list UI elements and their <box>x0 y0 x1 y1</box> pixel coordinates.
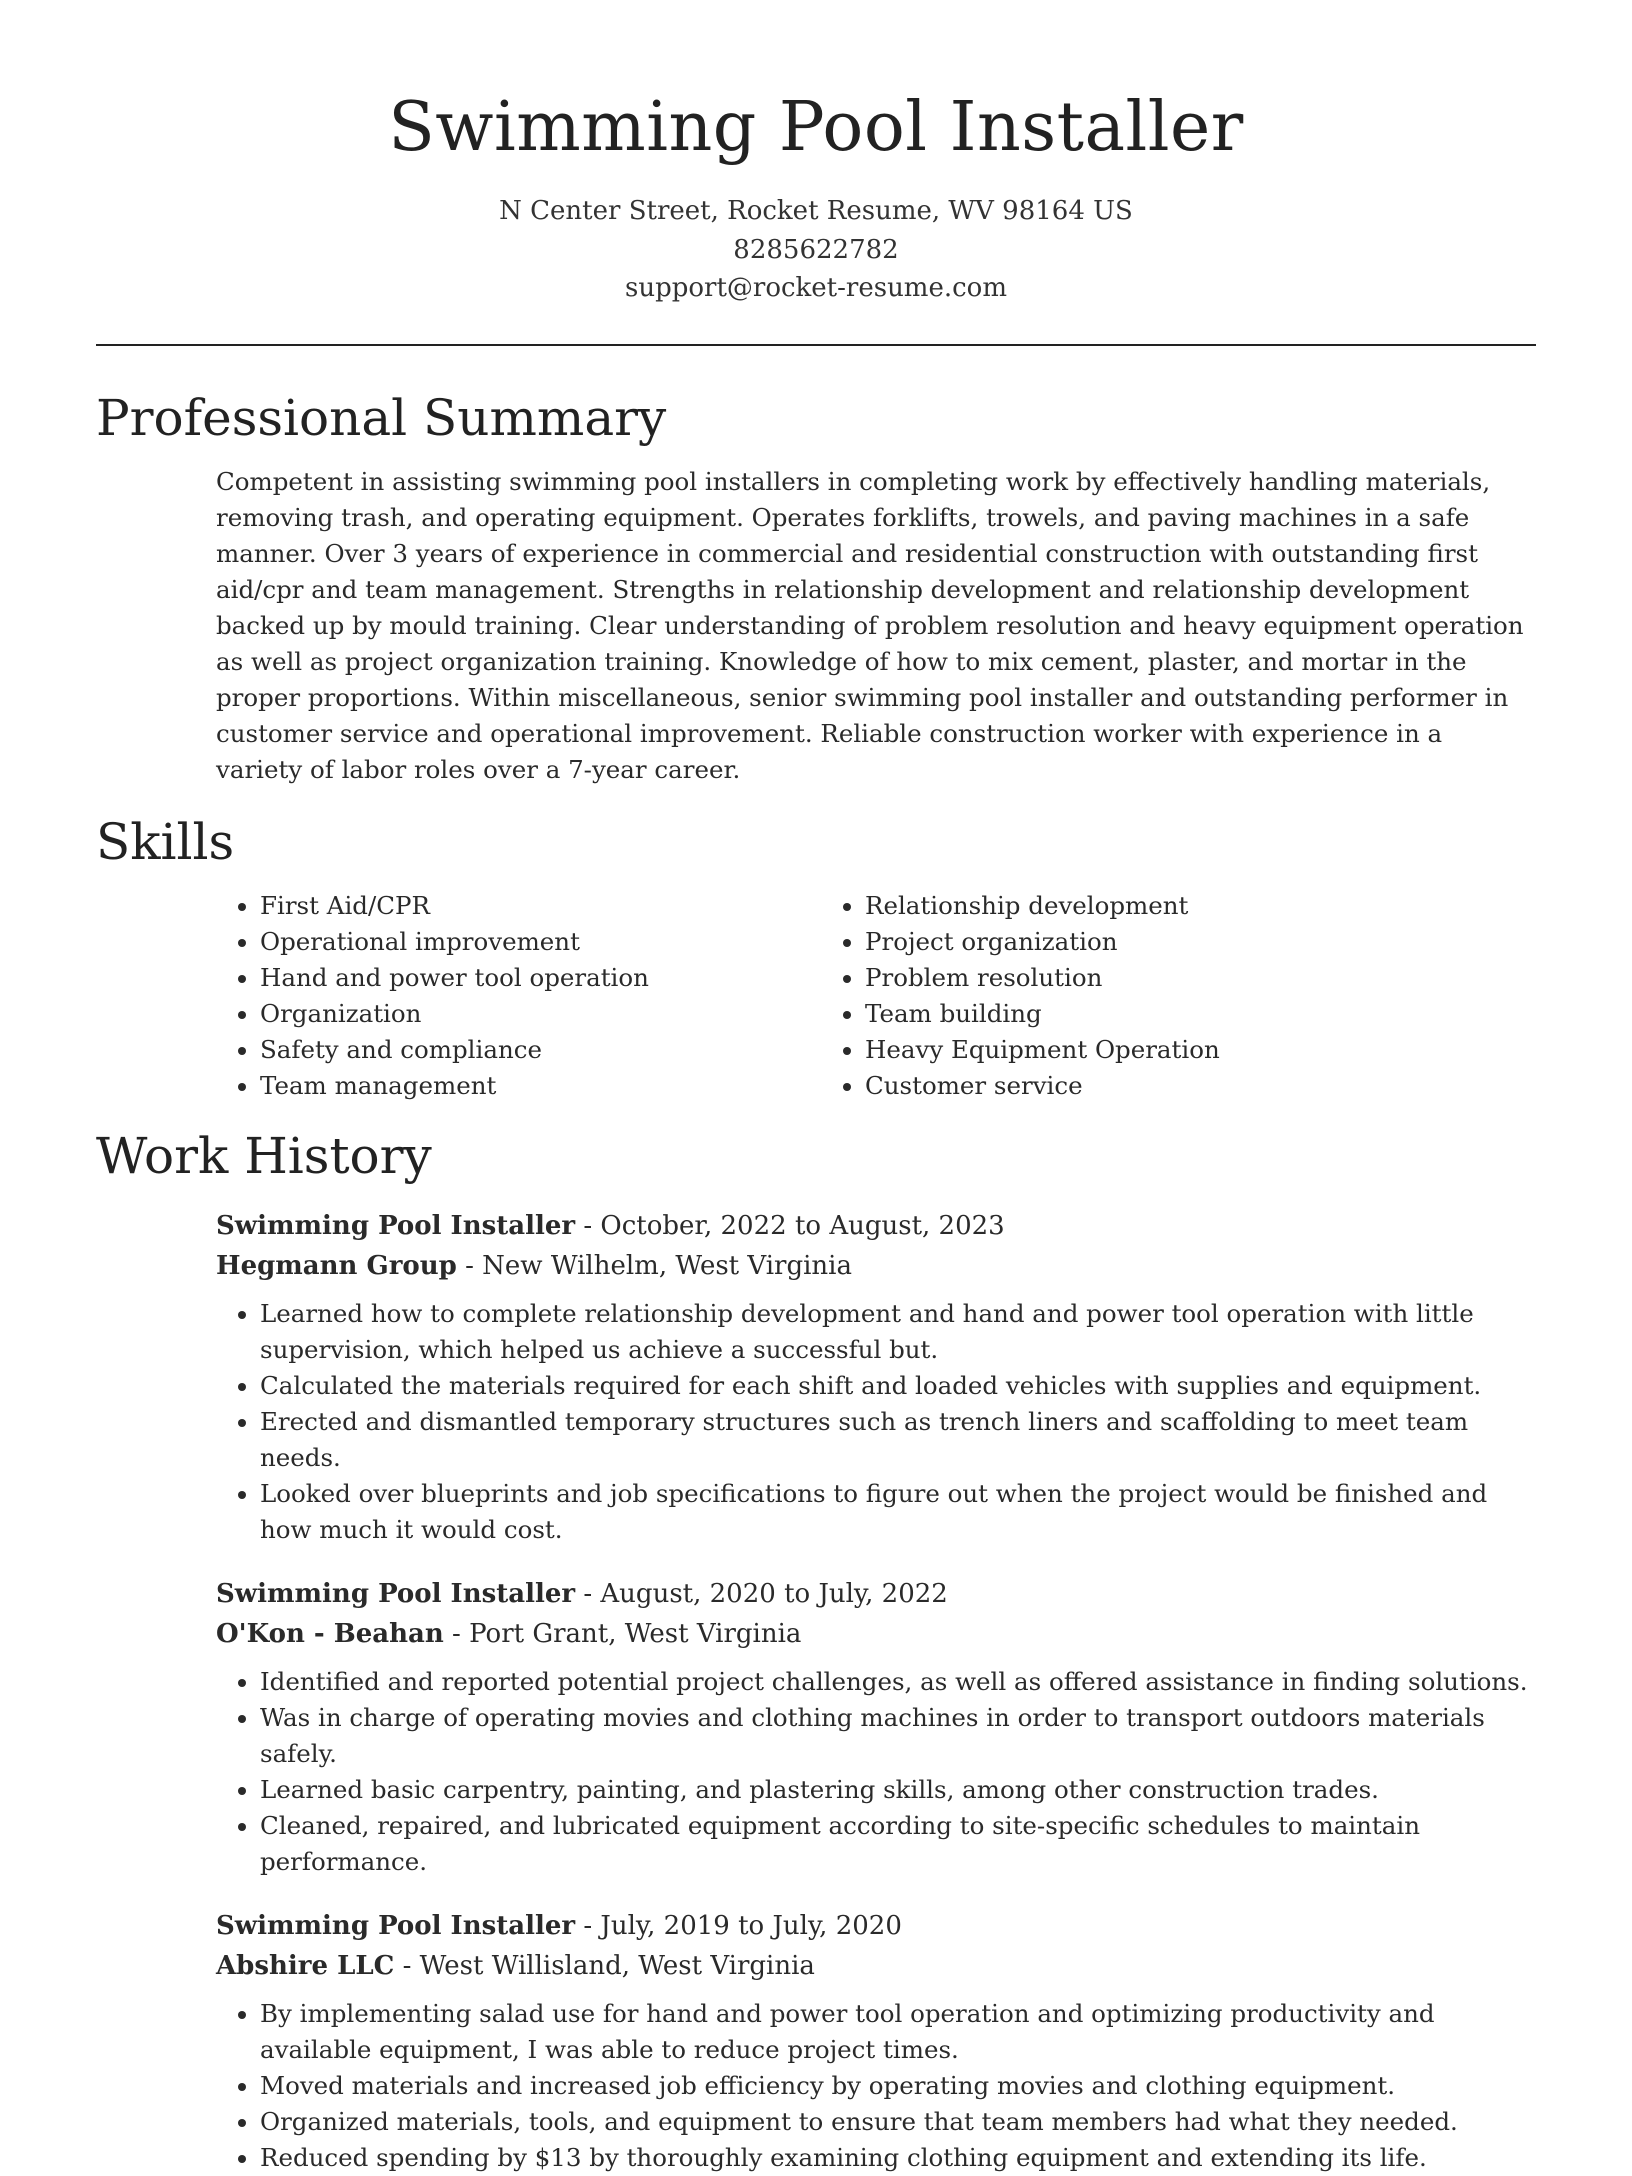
job-company-line <box>216 1246 1536 1286</box>
resume-header <box>96 0 1536 308</box>
skill-item: • Safety and compliance <box>260 1032 821 1068</box>
job-bullet: • Identified and reported potential project challenges, as well as offered assistance in finding solutions. <box>260 1664 1536 1700</box>
skill-item: • Customer service <box>865 1068 1536 1104</box>
skill-item: • Team management <box>260 1068 821 1104</box>
job-location: - Port Grant, West Virginia <box>443 1618 802 1649</box>
job-dates: - July, 2019 to July, 2020 <box>575 1910 902 1941</box>
candidate-title: Swimming Pool Installer <box>388 88 1244 167</box>
skill-item: • Problem resolution <box>865 960 1536 996</box>
address: N Center Street, Rocket Resume, WV 98164 US <box>499 196 1133 226</box>
skill-item: • Hand and power tool operation <box>260 960 821 996</box>
job-bullets <box>216 1996 1536 2176</box>
skill-item: • Project organization <box>865 924 1536 960</box>
job-bullet: • Reduced spending by $13 by thoroughly examining clothing equipment and extending its life. <box>260 2140 1536 2176</box>
job-entry <box>216 1206 1536 1548</box>
email: support@rocket-resume.com <box>624 273 1007 303</box>
section-title-skills: Skills <box>96 812 235 871</box>
skill-item: • Operational improvement <box>260 924 821 960</box>
skill-item: • Heavy Equipment Operation <box>865 1032 1536 1068</box>
job-bullet: • Looked over blueprints and job specifications to figure out when the project would be finished and how much it would cost. <box>260 1476 1536 1548</box>
job-bullets <box>216 1296 1536 1548</box>
summary-text: Competent in assisting swimming pool installers in completing work by effectively handling materials, removing trash, and operating equipment. Operates forklifts, trowels, and paving machines in a safe manner. Over 3 years of experience in commercial and residential construction with outstanding first aid/cpr and team management. Strengths in relationship development and relationship development backed up by mould training. Clear understanding of problem resolution and heavy equipment operation as well as project organization training. Knowledge of how to mix cement, plaster, and mortar in the proper proportions. Within miscellaneous, senior swimming pool installer and outstanding performer in customer service and operational improvement. Reliable construction worker with experience in a variety of labor roles over a 7-year career. <box>216 466 1524 784</box>
job-location: - New Wilhelm, West Virginia <box>456 1250 852 1281</box>
job-company: Abshire LLC <box>216 1950 395 1981</box>
job-role: Swimming Pool Installer <box>216 1910 576 1941</box>
job-title-line <box>216 1906 1536 1946</box>
job-company-line <box>216 1614 1536 1654</box>
skills-section <box>96 810 1536 1104</box>
header-divider <box>96 344 1536 346</box>
skill-item: • Organization <box>260 996 821 1032</box>
job-bullet: • Learned basic carpentry, painting, and plastering skills, among other construction trades. <box>260 1772 1536 1808</box>
skill-item: • Team building <box>865 996 1536 1032</box>
job-dates: - August, 2020 to July, 2022 <box>575 1578 948 1609</box>
job-company: Hegmann Group <box>216 1250 457 1281</box>
job-bullet: • Organized materials, tools, and equipment to ensure that team members had what they needed. <box>260 2104 1536 2140</box>
job-bullet: • Learned how to complete relationship development and hand and power tool operation with little supervision, which helped us achieve a successful but. <box>260 1296 1536 1368</box>
skill-item: • Relationship development <box>865 888 1536 924</box>
skills-grid <box>216 888 1536 1104</box>
job-bullet: • By implementing salad use for hand and power tool operation and optimizing productivity and available equipment, I was able to reduce project times. <box>260 1996 1536 2068</box>
job-role: Swimming Pool Installer <box>216 1578 576 1609</box>
skills-column-right <box>821 888 1536 1104</box>
section-title-work: Work History <box>96 1126 432 1185</box>
job-bullet: • Calculated the materials required for each shift and loaded vehicles with supplies and equipment. <box>260 1368 1536 1404</box>
job-location: - West Willisland, West Virginia <box>394 1950 815 1981</box>
job-bullet: • Was in charge of operating movies and clothing machines in order to transport outdoors materials safely. <box>260 1700 1536 1772</box>
job-bullet: • Cleaned, repaired, and lubricated equipment according to site-specific schedules to maintain performance. <box>260 1808 1536 1880</box>
phone: 8285622782 <box>733 234 899 265</box>
job-entry <box>216 1906 1536 2176</box>
contact-info <box>96 192 1536 308</box>
skill-item: • First Aid/CPR <box>260 888 821 924</box>
job-title-line <box>216 1574 1536 1614</box>
work-history-section <box>96 1124 1536 2176</box>
job-company: O'Kon - Beahan <box>216 1618 444 1649</box>
section-title-summary: Professional Summary <box>96 388 667 447</box>
job-bullets <box>216 1664 1536 1880</box>
job-company-line <box>216 1946 1536 1986</box>
job-role: Swimming Pool Installer <box>216 1210 576 1241</box>
job-title-line <box>216 1206 1536 1246</box>
skills-column-left <box>216 888 821 1104</box>
summary-section <box>96 386 1536 788</box>
job-bullet: • Moved materials and increased job efficiency by operating movies and clothing equipment. <box>260 2068 1536 2104</box>
job-bullet: • Erected and dismantled temporary structures such as trench liners and scaffolding to meet team needs. <box>260 1404 1536 1476</box>
job-entry <box>216 1574 1536 1880</box>
job-dates: - October, 2022 to August, 2023 <box>575 1210 1005 1241</box>
